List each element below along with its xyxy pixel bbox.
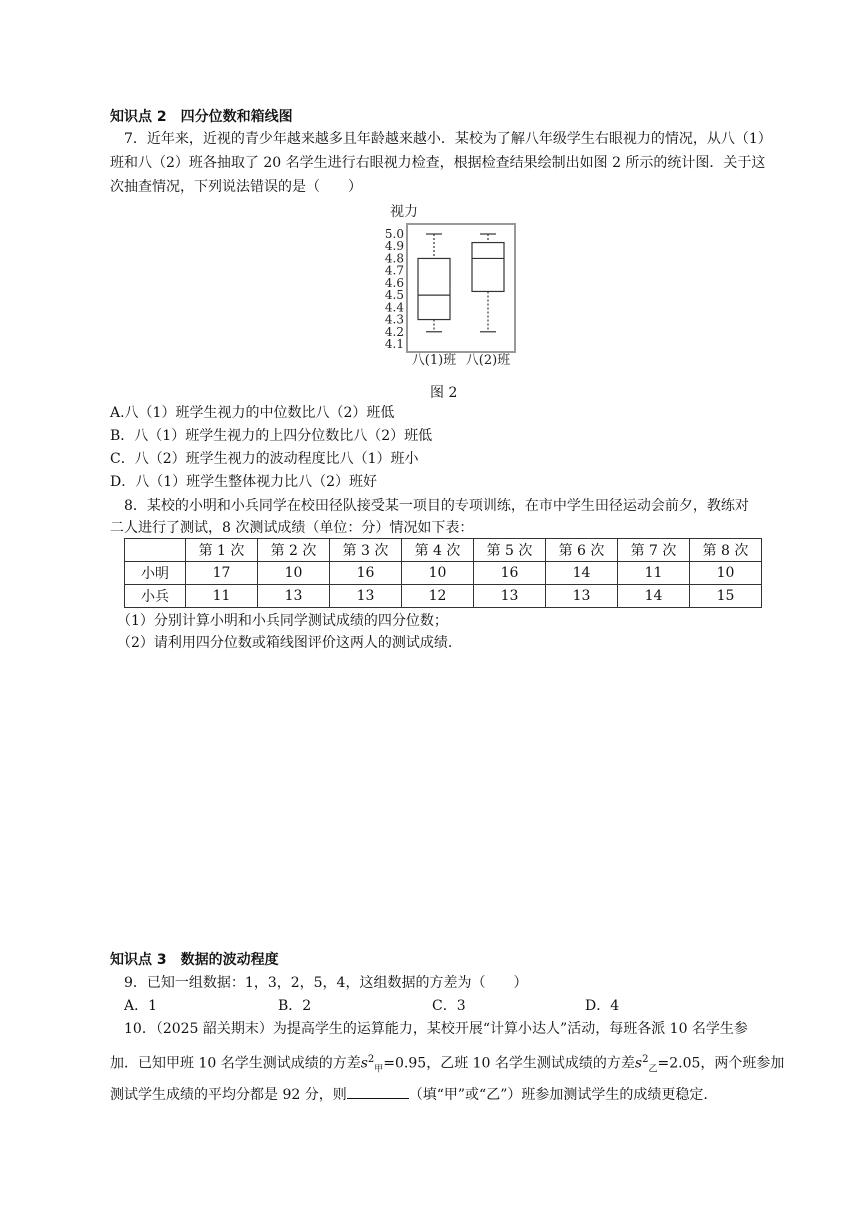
question-7-text: 7．近年来，近视的青少年越来越多且年龄越来越小．某校为了解八年级学生右眼视力的情况，从八（1） <box>124 131 772 147</box>
table-cell: 12 <box>402 585 474 608</box>
table-cell: 10 <box>258 562 330 585</box>
y-tick-label: 4.4 <box>384 300 404 315</box>
section-title: 知识点 3 数据的波动程度 <box>110 952 279 968</box>
table-header-cell: 第 5 次 <box>474 539 546 562</box>
table-cell: 15 <box>690 585 762 608</box>
question-10-segment: （填“甲”或“乙”）班参加测试学生的成绩更稳定. <box>408 1087 708 1103</box>
x-category-label: 八(2)班 <box>465 353 511 368</box>
question-8-text: 8．某校的小明和小兵同学在校田径队接受某一项目的专项训练，在市中学生田径运动会前夕，教练对 <box>124 498 749 514</box>
box <box>418 258 450 319</box>
y-tick-label: 4.7 <box>384 263 404 278</box>
y-tick-label: 5.0 <box>384 227 404 241</box>
plot-frame <box>407 224 515 352</box>
table-row <box>125 562 762 585</box>
table-header-cell: 第 3 次 <box>330 539 402 562</box>
score-table <box>124 538 762 608</box>
y-tick-label: 4.1 <box>384 337 404 351</box>
table-row <box>125 585 762 608</box>
option-c: C．3 <box>432 998 466 1014</box>
question-10-segment: =2.05，两个班参加 <box>657 1055 785 1072</box>
table-header-row <box>125 539 762 562</box>
option-b: B．2 <box>278 998 312 1014</box>
table-header-cell: 第 6 次 <box>546 539 618 562</box>
option-a: A.八（1）班学生视力的中位数比八（2）班低 <box>110 405 395 421</box>
table-cell: 13 <box>474 585 546 608</box>
question-10-segment: 加．已知甲班 10 名学生测试成绩的方差 <box>110 1055 361 1072</box>
y-tick-label: 4.6 <box>384 275 404 290</box>
question-8-text: 二人进行了测试，8 次测试成绩（单位：分）情况如下表： <box>110 520 474 536</box>
variance-symbol: s <box>634 1055 643 1072</box>
table-cell: 14 <box>618 585 690 608</box>
variance-symbol: s <box>360 1055 368 1072</box>
question-10-segment: =0.95，乙班 10 名学生测试成绩的方差 <box>383 1055 635 1072</box>
question-8-part-1: （1）分别计算小明和小兵同学测试成绩的四分位数； <box>117 613 448 629</box>
table-cell: 11 <box>186 585 258 608</box>
table-cell: 16 <box>330 562 402 585</box>
question-8-part-2: （2）请利用四分位数或箱线图评价这两人的测试成绩. <box>117 635 453 651</box>
table-cell: 16 <box>474 562 546 585</box>
option-c: C．八（2）班学生视力的波动程度比八（1）班小 <box>110 451 419 467</box>
table-header-cell: 第 1 次 <box>186 539 258 562</box>
table-header-cell <box>125 539 186 562</box>
figure-caption: 图 2 <box>430 385 458 401</box>
box <box>472 243 504 292</box>
y-tick-label: 4.3 <box>384 312 404 327</box>
boxplot-chart <box>372 198 532 370</box>
variance-exponent: 2 <box>367 1054 375 1065</box>
question-10-text <box>110 1050 784 1079</box>
y-axis-label: 视力 <box>390 204 418 220</box>
y-tick-label: 4.2 <box>384 324 404 339</box>
question-10-text <box>110 1084 708 1105</box>
variance-subscript: 甲 <box>374 1064 384 1075</box>
table-cell: 17 <box>186 562 258 585</box>
variance-exponent: 2 <box>642 1054 649 1065</box>
table-header-cell: 第 4 次 <box>402 539 474 562</box>
x-category-label: 八(1)班 <box>411 353 457 368</box>
option-d: D．4 <box>585 998 620 1014</box>
option-a: A．1 <box>124 998 158 1014</box>
y-tick-label: 4.9 <box>384 239 404 254</box>
variance-subscript: 乙 <box>648 1064 658 1075</box>
table-cell: 10 <box>402 562 474 585</box>
option-b: B．八（1）班学生视力的上四分位数比八（2）班低 <box>110 428 433 444</box>
y-tick-label: 4.8 <box>384 251 404 266</box>
table-header-cell: 第 7 次 <box>618 539 690 562</box>
table-cell: 13 <box>330 585 402 608</box>
table-header-cell: 第 2 次 <box>258 539 330 562</box>
table-cell: 11 <box>618 562 690 585</box>
y-tick-label: 4.5 <box>384 288 404 303</box>
table-cell: 14 <box>546 562 618 585</box>
table-cell: 小兵 <box>125 585 186 608</box>
question-7-text: 班和八（2）班各抽取了 20 名学生进行右眼视力检查，根据检查结果绘制出如图 2 所示的统计图．关于这 <box>110 155 766 171</box>
table-cell: 小明 <box>125 562 186 585</box>
table-cell: 13 <box>258 585 330 608</box>
question-9-text: 9．已知一组数据：1，3，2，5，4，这组数据的方差为（ ） <box>124 975 528 991</box>
question-10-text: 10．（2025 韶关期末）为提高学生的运算能力，某校开展“计算小达人”活动，每班各派 10 名学生参 <box>124 1021 748 1037</box>
question-7-text: 次抽查情况，下列说法错误的是（ ） <box>110 179 362 195</box>
table-cell: 10 <box>690 562 762 585</box>
table-header-cell: 第 8 次 <box>690 539 762 562</box>
question-10-segment: 测试学生成绩的平均分都是 92 分，则 <box>110 1087 347 1103</box>
section-title: 知识点 2 四分位数和箱线图 <box>110 109 293 125</box>
table-cell: 13 <box>546 585 618 608</box>
option-d: D．八（1）班学生整体视力比八（2）班好 <box>110 474 378 490</box>
answer-blank[interactable] <box>347 1084 409 1099</box>
